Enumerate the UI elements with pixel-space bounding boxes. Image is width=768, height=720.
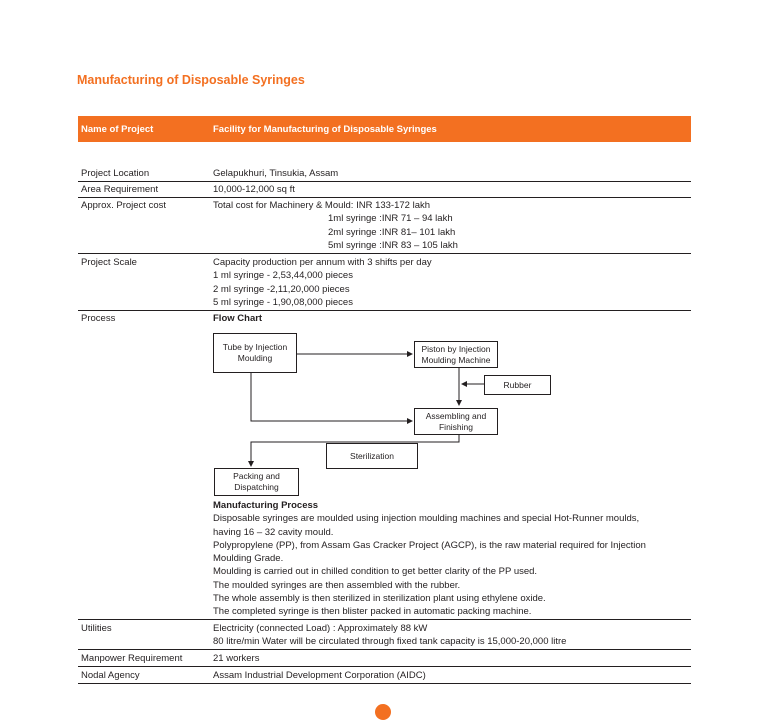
process-line: Polypropylene (PP), from Assam Gas Cracker Project (AGCP), is the raw material required for Injection	[213, 539, 646, 551]
nodal-agency-value: Assam Industrial Development Corporation (AIDC)	[213, 670, 426, 681]
process-line: The completed syringe is then blister packed in automatic packing machine.	[213, 606, 532, 618]
flow-node-label: Assembling and Finishing	[425, 410, 487, 432]
project-cost-label: Approx. Project cost	[81, 200, 167, 211]
process-line: The whole assembly is then sterilized in sterilization plant using ethylene oxide.	[213, 593, 546, 605]
nodal-agency-label: Nodal Agency	[81, 670, 140, 681]
cost-line: 2ml syringe :INR 81– 101 lakh	[328, 226, 456, 238]
divider	[78, 666, 691, 667]
manufacturing-process-title: Manufacturing Process	[213, 500, 319, 511]
flow-node-assembling-finishing	[414, 408, 498, 435]
manpower-value: 21 workers	[213, 653, 260, 664]
flow-node-label: Sterilization	[350, 450, 394, 461]
cost-line: Total cost for Machinery & Mould: INR 133-172 lakh	[213, 200, 431, 211]
utilities-line: Electricity (connected Load) : Approximately 88 kW	[213, 623, 428, 634]
process-line: Moulding Grade.	[213, 553, 284, 565]
divider	[78, 619, 691, 620]
scale-line: 2 ml syringe -2,11,20,000 pieces	[213, 283, 350, 295]
page-marker-dot	[375, 704, 391, 720]
utilities-line: 80 litre/min Water will be circulated through fixed tank capacity is 15,000-20,000 litre	[213, 636, 567, 648]
scale-line: 1 ml syringe - 2,53,44,000 pieces	[213, 270, 353, 282]
project-location-label: Project Location	[81, 168, 150, 179]
flow-chart-title: Flow Chart	[213, 313, 263, 324]
area-requirement-label: Area Requirement	[81, 184, 159, 195]
process-line: The moulded syringes are then assembled with the rubber.	[213, 579, 461, 591]
process-line: Moulding is carried out in chilled condition to get better clarity of the PP used.	[213, 566, 538, 578]
process-label: Process	[81, 313, 116, 324]
scale-line: Capacity production per annum with 3 shifts per day	[213, 257, 432, 268]
header-name-of-project: Name of Project	[81, 124, 154, 135]
utilities-label: Utilities	[81, 623, 112, 634]
flow-node-label: Piston by Injection Moulding Machine	[421, 343, 491, 365]
cost-line: 1ml syringe :INR 71 – 94 lakh	[328, 213, 453, 225]
flow-node-sterilization	[326, 443, 418, 469]
flow-node-rubber	[484, 375, 551, 395]
project-scale-label: Project Scale	[81, 257, 137, 268]
flow-node-label: Tube by Injection Moulding	[222, 342, 288, 363]
page-title: Manufacturing of Disposable Syringes	[77, 73, 305, 87]
divider	[78, 649, 691, 650]
flow-node-packing-dispatching	[214, 468, 299, 496]
project-location-value: Gelapukhuri, Tinsukia, Assam	[213, 168, 339, 179]
cost-line: 5ml syringe :INR 83 – 105 lakh	[328, 239, 458, 251]
area-requirement-value: 10,000-12,000 sq ft	[213, 184, 295, 195]
process-line: Disposable syringes are moulded using injection moulding machines and special Hot-Runner moulds,	[213, 513, 640, 525]
divider	[78, 683, 691, 684]
flow-node-tube-moulding	[213, 333, 297, 373]
flow-node-label: Packing and Dispatching	[233, 471, 280, 492]
utilities-value	[213, 622, 688, 649]
arrow-tube-to-assembling	[251, 372, 412, 421]
header-project-name: Facility for Manufacturing of Disposable Syringes	[213, 124, 437, 135]
flow-node-label: Rubber	[503, 379, 532, 390]
scale-line: 5 ml syringe - 1,90,08,000 pieces	[213, 296, 353, 308]
flow-node-piston-moulding	[414, 341, 498, 368]
process-line: having 16 – 32 cavity mould.	[213, 526, 334, 538]
manpower-label: Manpower Requirement	[81, 653, 183, 664]
